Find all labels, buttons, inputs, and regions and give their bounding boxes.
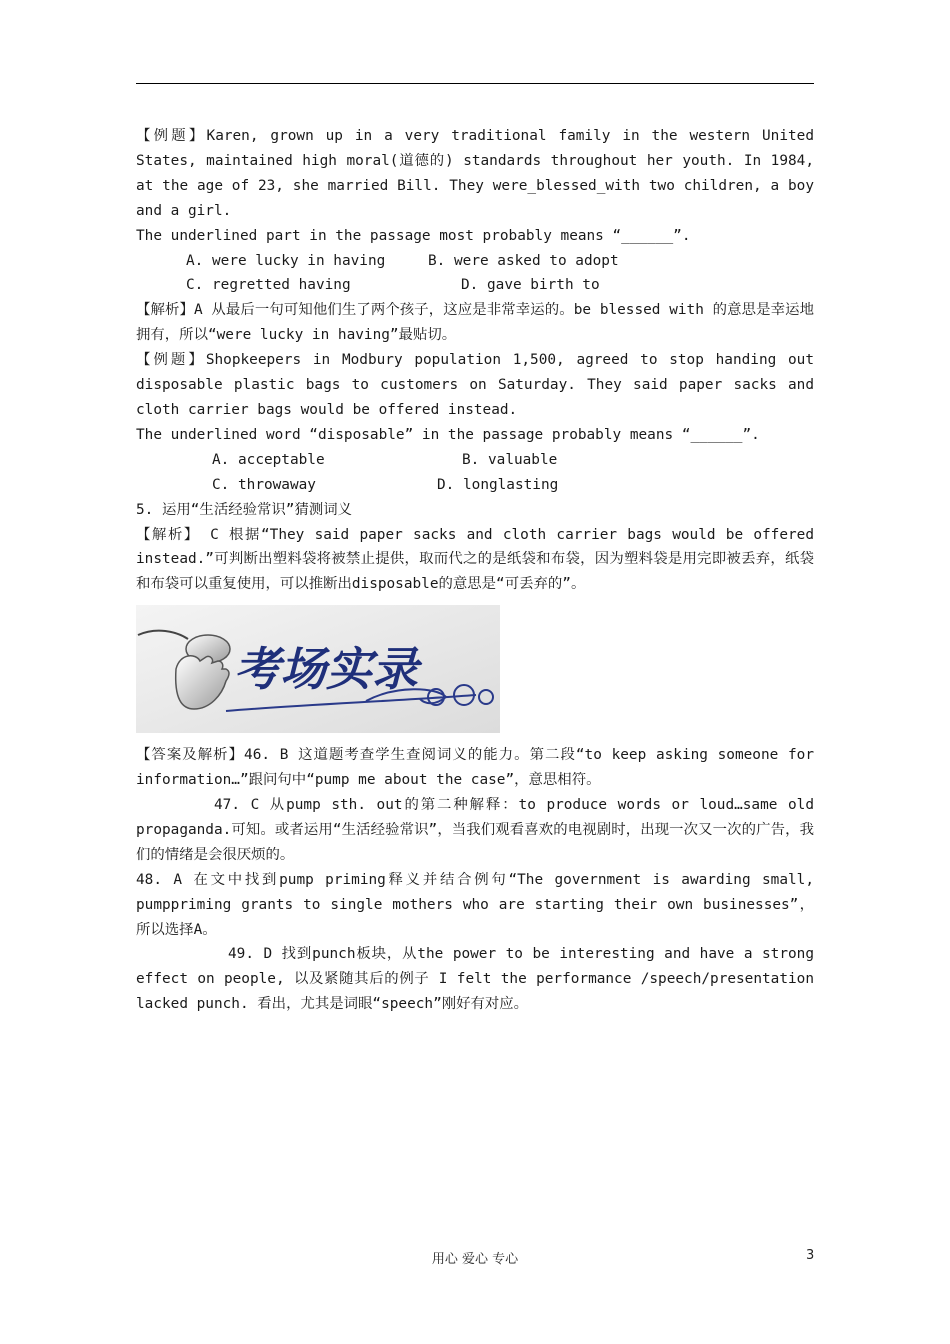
- example1-analysis: 【解析】A 从最后一句可知他们生了两个孩子，这应是非常幸运的。be blessed with 的意思是幸运地拥有，所以“were lucky in having”最贴切。: [136, 302, 814, 344]
- banner-title: 考场实录: [234, 642, 418, 697]
- answer-47: 47. C 从pump sth. out的第二种解释：to produce words or loud…same old propaganda.可知。或者运用“生活经验常识”，当我们观看喜欢的电视剧时，出现一次又一次的广告，我们的情绪是会很厌烦的。: [136, 797, 814, 863]
- option-c: C. regretted having: [186, 277, 351, 294]
- example2-options-row2: [136, 473, 814, 498]
- answer-48: 48. A 在文中找到pump priming释义并结合例句“The government is awarding small, pumppriming grants to single mothers who are starting their own businesses”，所以选择A。: [136, 871, 814, 938]
- example1-options-row2: [136, 273, 814, 298]
- footer-motto: 用心 爱心 专心: [431, 1252, 519, 1267]
- option-a: A. acceptable: [212, 451, 325, 468]
- option-d: D. longlasting: [437, 476, 559, 493]
- section-heading: 5. 运用“生活经验常识”猜测词义: [136, 501, 353, 518]
- option-c: C. throwaway: [212, 476, 316, 493]
- answer-46: 【答案及解析】46. B 这道题考查学生查阅词义的能力。第二段“to keep asking someone for information…”跟问句中“pump me about the case”，意思相符。: [136, 747, 814, 789]
- example1-passage: 【例题】Karen, grown up in a very traditional family in the western United States, maintained high moral(道德的) standards throughout her youth. In 1984, at the age of 23, she married Bill. They were_blessed_with two children, a boy and a girl.: [136, 128, 814, 219]
- example1-question: The underlined part in the passage most probably means “______”.: [136, 227, 691, 244]
- example2-analysis: 【解析】 C 根据“They said paper sacks and cloth carrier bags would be offered instead.”可判断出塑料袋将被禁止提供，取而代之的是纸袋和布袋，因为塑料袋是用完即被丢弃，纸袋和布袋可以重复使用，可以推断出disposable的意思是“可丢弃的”。: [136, 526, 814, 593]
- option-d: D. gave birth to: [461, 277, 600, 294]
- mouse-hand-icon: [136, 605, 500, 733]
- example2-question: The underlined word “disposable” in the passage probably means “______”.: [136, 426, 760, 443]
- option-b: B. valuable: [462, 451, 558, 468]
- example1-options-row1: [136, 249, 814, 274]
- example2-passage: 【例题】Shopkeepers in Modbury population 1,500, agreed to stop handing out disposable plastic bags to customers on Saturday. They said paper sacks and cloth carrier bags would be offered instead.: [136, 352, 814, 418]
- header-rule: [136, 83, 814, 84]
- option-b: B. were asked to adopt: [428, 252, 619, 269]
- option-a: A. were lucky in having: [186, 252, 386, 269]
- page-number: 3: [806, 1248, 815, 1263]
- answer-49: 49. D 找到punch板块，从the power to be interesting and have a strong effect on people, 以及紧随其后的例子 I felt the performance /speech/presentation lacked punch. 看出，尤其是词眼“speech”刚好有对应。: [136, 946, 814, 1013]
- exam-banner: [136, 605, 500, 733]
- body-text: [136, 124, 814, 1017]
- example2-options-row1: [136, 448, 814, 473]
